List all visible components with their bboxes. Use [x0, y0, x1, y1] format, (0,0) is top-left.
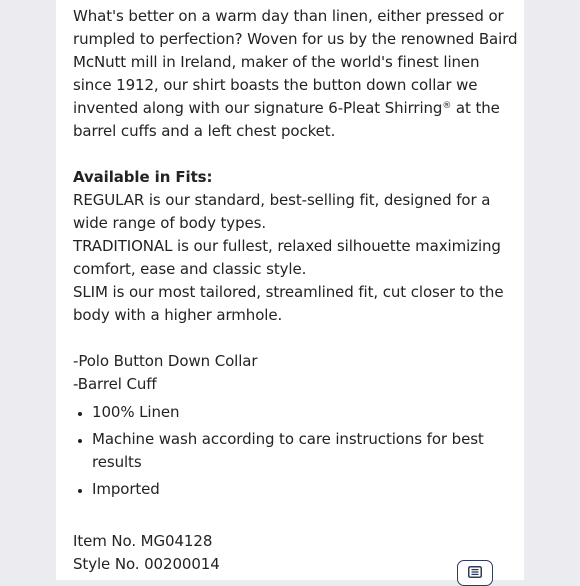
fit-regular: REGULAR is our standard, best-selling fit, designed for a wide range of body types. — [73, 191, 491, 232]
details-list — [73, 401, 518, 501]
intro-text: What's better on a warm day than linen, either pressed or rumpled to perfection? Woven for us by the renowned Baird McNutt mill in Ireland, maker of the world's finest linen since 1912, our shirt boasts the button down collar we invented along with our signature 6-Pleat Shirring — [73, 7, 518, 117]
style-number: Style No. 00200014 — [73, 555, 220, 573]
item-number: Item No. MG04128 — [73, 532, 213, 550]
intro-text-end: at the barrel cuffs and a left chest pocket. — [73, 99, 500, 140]
product-description-card — [56, 0, 524, 580]
description-content — [73, 5, 518, 576]
detail-material: • 100% Linen — [92, 401, 518, 424]
feature-cuff: -Barrel Cuff — [73, 375, 157, 393]
identifiers — [73, 530, 518, 576]
detail-origin: • Imported — [92, 478, 518, 501]
spacer — [73, 143, 518, 166]
spacer — [73, 327, 518, 350]
menu-button[interactable] — [457, 560, 493, 586]
registered-mark: ® — [442, 101, 452, 111]
detail-care: • Machine wash according to care instructions for best results — [92, 428, 518, 474]
fit-slim: SLIM is our most tailored, streamlined fit, cut closer to the body with a higher armhole. — [73, 283, 504, 324]
fits-heading: Available in Fits: — [73, 168, 213, 186]
description-intro — [73, 5, 518, 143]
list-menu-icon — [468, 566, 482, 578]
fit-traditional: TRADITIONAL is our fullest, relaxed silhouette maximizing comfort, ease and classic style. — [73, 237, 501, 278]
feature-collar: -Polo Button Down Collar — [73, 352, 258, 370]
